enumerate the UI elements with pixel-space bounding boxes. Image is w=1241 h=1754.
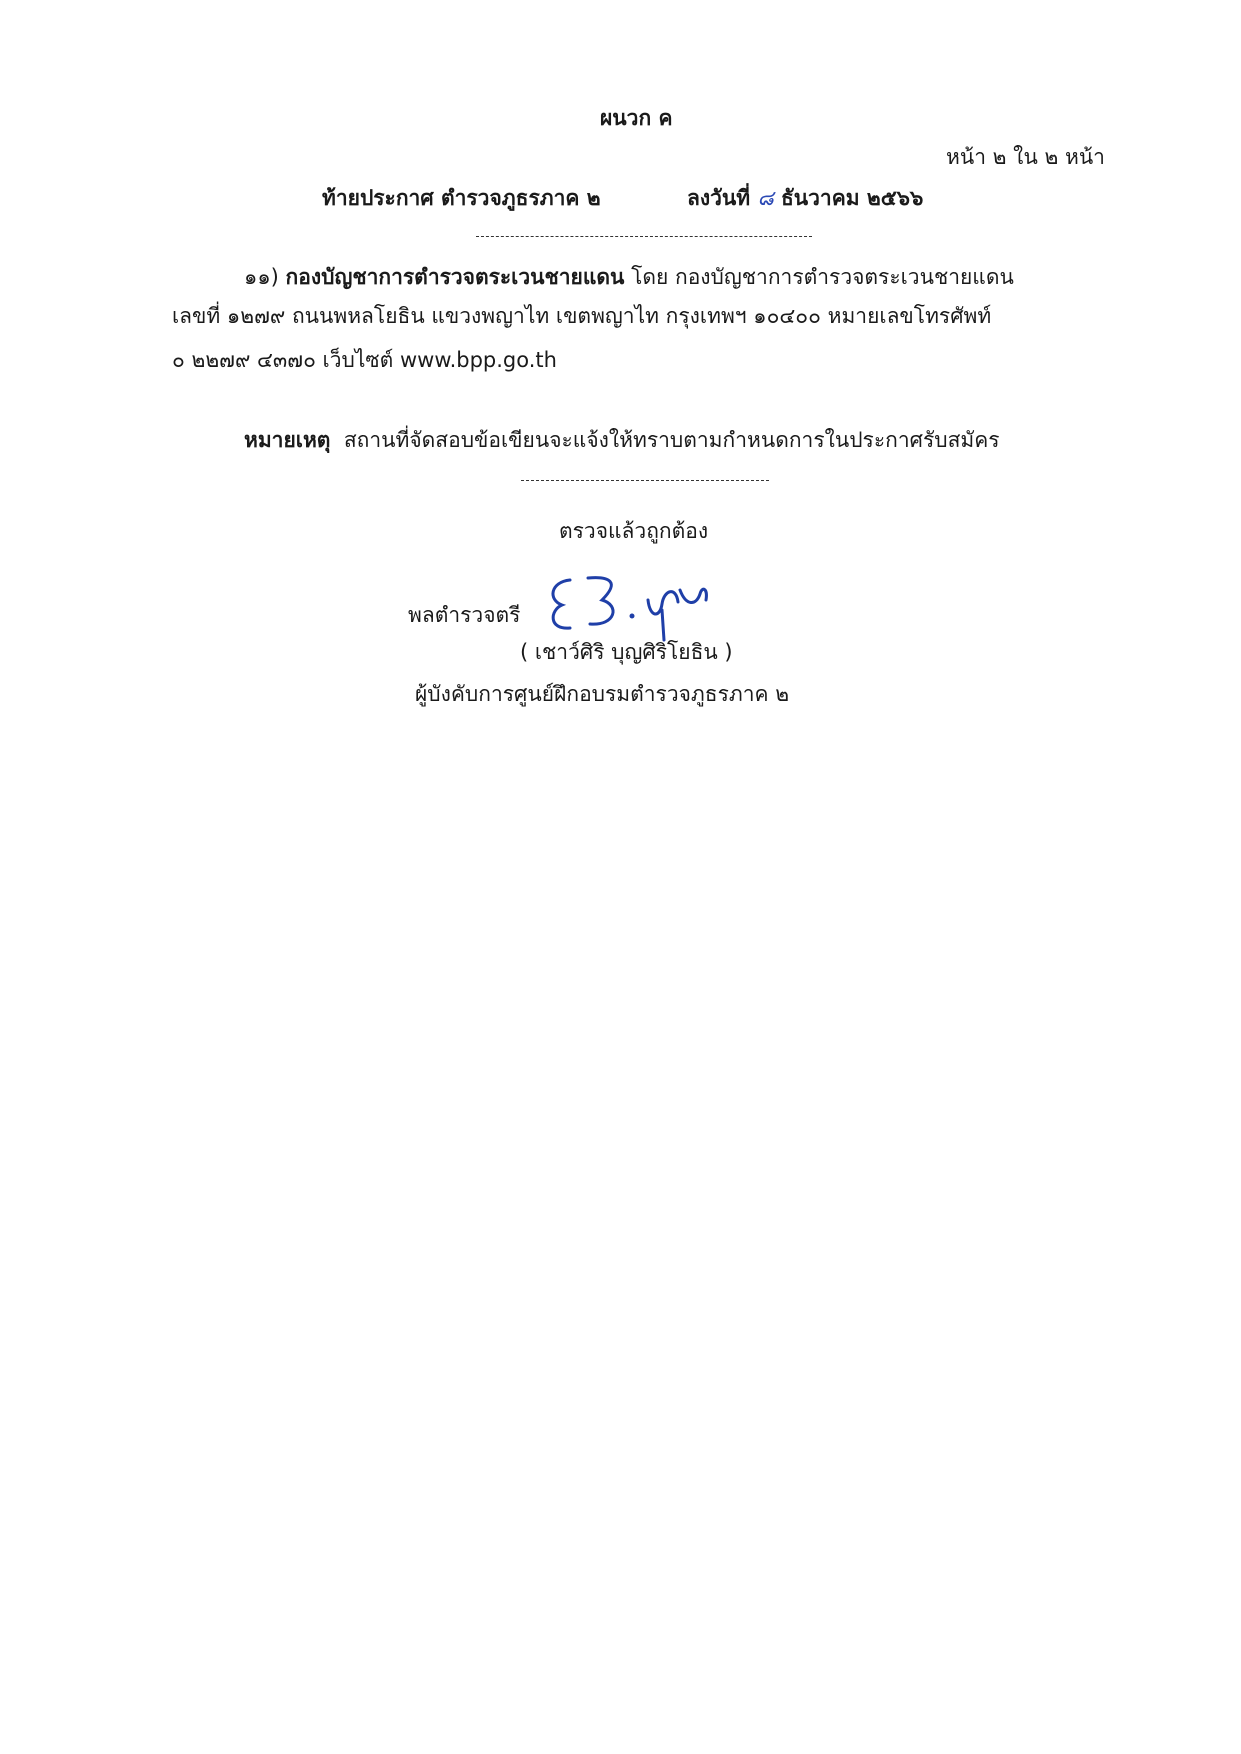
signer-rank: พลตำรวจตรี — [408, 603, 521, 627]
item-number: ๑๑) — [244, 265, 279, 289]
header-separator — [476, 236, 812, 237]
note-text: สถานที่จัดสอบข้อเขียนจะแจ้งให้ทราบตามกำหนดการในประกาศรับสมัคร — [343, 428, 1000, 452]
note-line — [244, 425, 1000, 455]
item-line-1 — [244, 262, 1014, 292]
item-line-3: ๐ ๒๒๗๙ ๔๓๗๐ เว็บไซต์ www.bpp.go.th — [172, 348, 557, 372]
signer-position: ผู้บังคับการศูนย์ฝึกอบรมตำรวจภูธรภาค ๒ — [415, 682, 790, 706]
item-line-2: เลขที่ ๑๒๗๙ ถนนพหลโยธิน แขวงพญาไท เขตพญาไท กรุงเทพฯ ๑๐๔๐๐ หมายเลขโทรศัพท์ — [172, 304, 992, 328]
date-suffix: ธันวาคม ๒๕๖๖ — [780, 186, 924, 210]
appendix-title: ผนวก ค — [600, 106, 673, 130]
page-indicator: หน้า ๒ ใน ๒ หน้า — [946, 145, 1105, 169]
announcement-prefix: ท้ายประกาศ ตำรวจภูธรภาค ๒ — [322, 186, 601, 210]
note-label: หมายเหตุ — [244, 428, 331, 452]
announcement-date — [687, 183, 923, 213]
verified-text: ตรวจแล้วถูกต้อง — [559, 519, 709, 543]
announcement-heading — [322, 183, 601, 213]
item-line-1-rest: โดย กองบัญชาการตำรวจตระเวนชายแดน — [631, 265, 1014, 289]
item-org-name: กองบัญชาการตำรวจตระเวนชายแดน — [285, 265, 625, 289]
handwritten-day-text: ๘ — [757, 186, 774, 210]
signer-name: ( เชาว์ศิริ บุญศิริโยธิน ) — [520, 640, 733, 664]
note-separator — [521, 480, 769, 481]
date-prefix: ลงวันที่ — [687, 186, 751, 210]
